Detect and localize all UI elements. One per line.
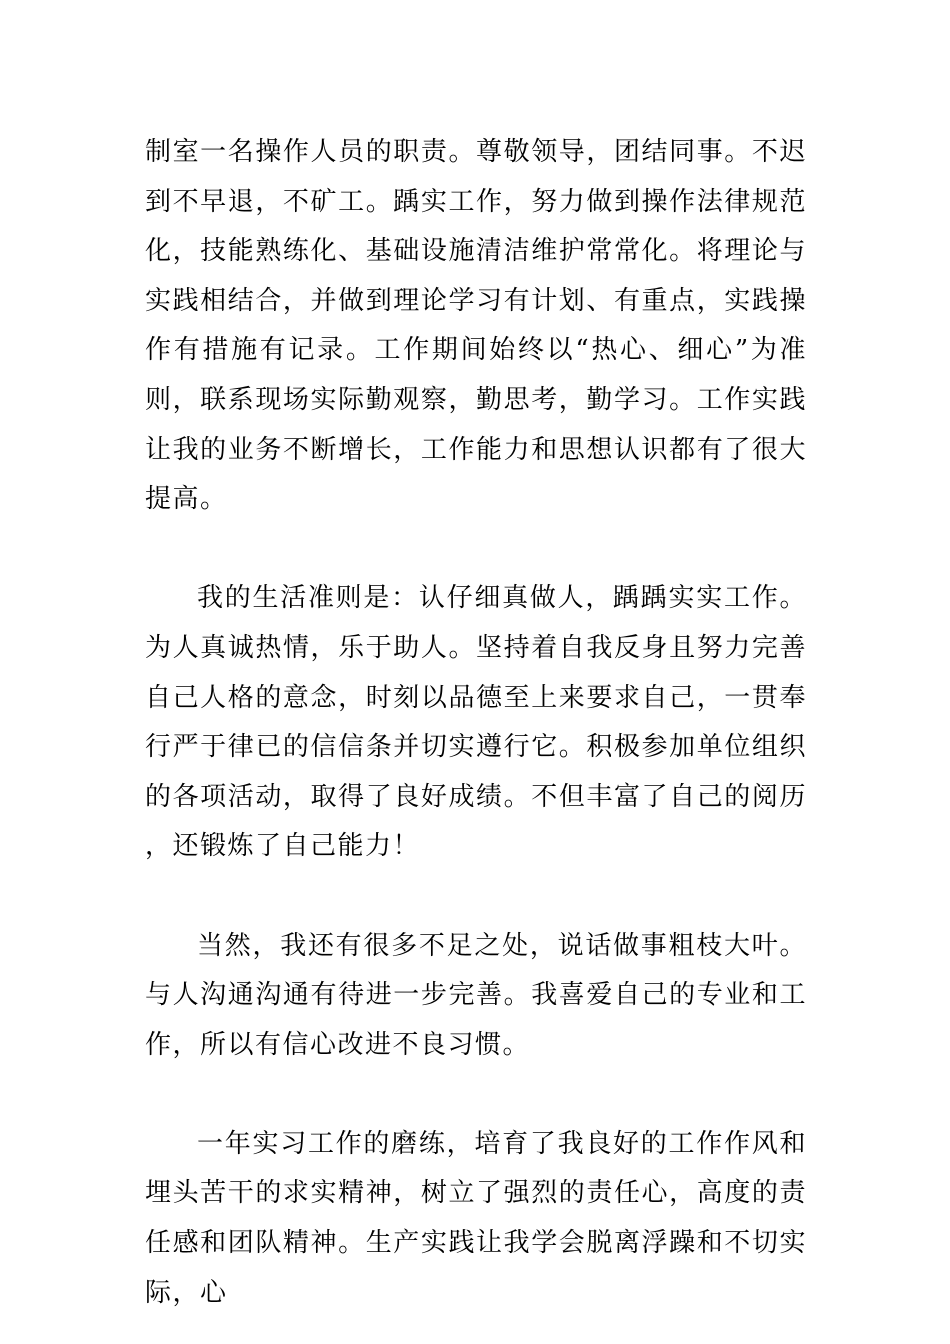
document-page [145, 128, 807, 1318]
paragraph-internship-summary: 一年实习工作的磨练，培育了我良好的工作作风和埋头苦干的求实精神，树立了强烈的责任心，高度的责任感和团队精神。生产实践让我学会脱离浮躁和不切实际，心 [145, 1128, 807, 1308]
paragraph-shortcomings: 当然，我还有很多不足之处，说话做事粗枝大叶。与人沟通沟通有待进一步完善。我喜爱自己的专业和工作，所以有信心改进不良习惯。 [145, 930, 807, 1060]
paragraph-life-principles: 我的生活准则是：认仔细真做人，踽踽实实工作。为人真诚热情，乐于助人。坚持着自我反身且努力完善自己人格的意念，时刻以品德至上来要求自己，一贯奉行严于律已的信信条并切实遵行它。积极参加单位组织的各项活动，取得了良好成绩。不但丰富了自己的阅历，还锻炼了自己能力！ [145, 583, 807, 862]
paragraph-duties: 制室一名操作人员的职责。尊敬领导，团结同事。不迟到不早退，不矿工。踽实工作，努力做到操作法律规范化，技能熟练化、基础设施清洁维护常常化。将理论与实践相结合，并做到理论学习有计划、有重点，实践操作有措施有记录。工作期间始终以“热心、细心”为准则，联系现场实际勤观察，勤思考，勤学习。工作实践让我的业务不断增长，工作能力和思想认识都有了很大提高。 [145, 137, 807, 515]
